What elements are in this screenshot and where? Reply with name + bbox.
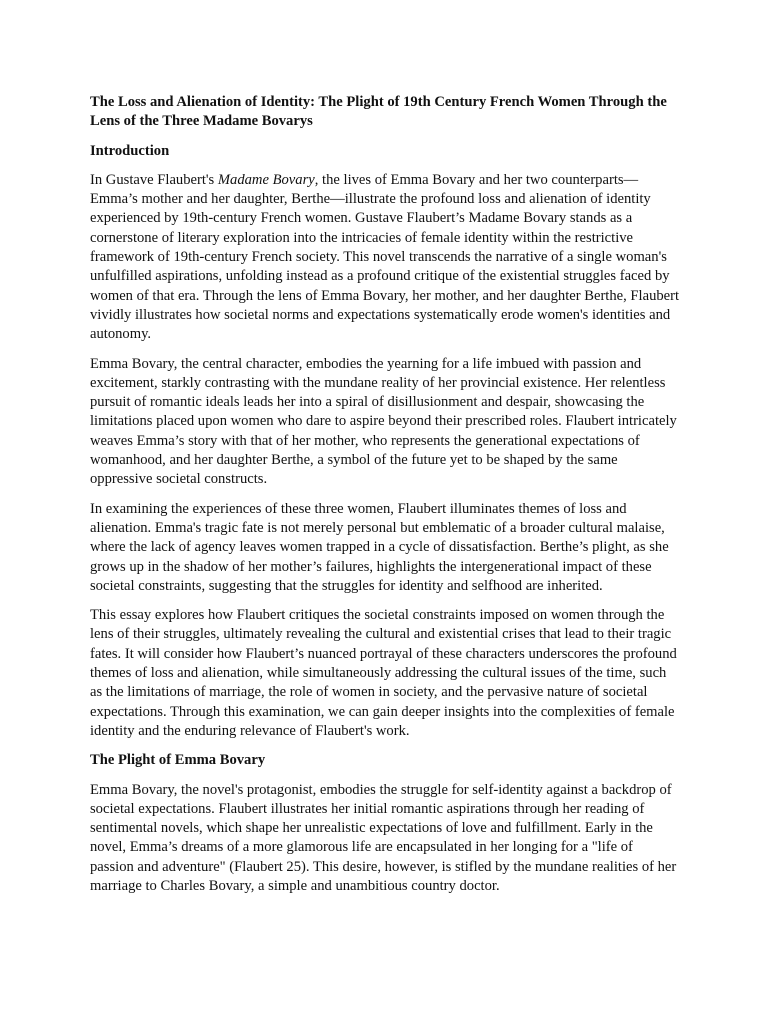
section-heading-introduction: Introduction [90,142,170,159]
paragraph-intro-4: This essay explores how Flaubert critiques the societal constraints imposed on women through the lens of their struggles, ultimately revealing the cultural and existential crises that lead to their tragic fates. It will consider how Flaubert’s nuanced portrayal of these characters underscores the profound themes of loss and alienation, while simultaneously addressing the cultural issues of the time, such as the limitations of marriage, the role of women in society, and the pervasive nature of societal expectations. Through this examination, we can gain deeper insights into the complexities of female identity and the enduring relevance of Flaubert's work. [90,607,677,739]
paragraph-text: , the lives of Emma Bovary and her two counterparts—Emma’s mother and her daughter, Berthe—illustrate the profound loss and alienation of identity experienced by 19th-century French women. Gustave Flaubert’s Madame Bovary stands as a cornerstone of literary exploration into the intricacies of female identity within the restrictive framework of 19th-century French society. This novel transcends the narrative of a single woman's unfulfilled aspirations, unfolding instead as a profound critique of the existential struggles faced by women of that era. Through the lens of Emma Bovary, her mother, and her daughter Berthe, Flaubert vividly illustrates how societal norms and expectations systematically erode women's identities and autonomy. [90,171,680,343]
document-title: The Loss and Alienation of Identity: The Plight of 19th Century French Women Through the Lens of the Three Madame Bovarys [90,94,667,130]
paragraph-section2-1: Emma Bovary, the novel's protagonist, embodies the struggle for self-identity against a backdrop of societal expectations. Flaubert illustrates her initial romantic aspirations through her reading of sentimental novels, which shape her unrealistic expectations of love and fulfillment. Early in the novel, Emma’s dreams of a more glamorous life are encapsulated in her longing for a "life of passion and adventure" (Flaubert 25). This desire, however, is stifled by the mundane realities of her marriage to Charles Bovary, a simple and unambitious country doctor. [90,781,677,894]
paragraph-intro-3: In examining the experiences of these three women, Flaubert illuminates themes of loss and alienation. Emma's tragic fate is not merely personal but emblematic of a broader cultural malaise, where the lack of agency leaves women trapped in a cycle of dissatisfaction. Berthe’s plight, as she grows up in the shadow of her mother’s failures, highlights the intergenerational impact of these societal constraints, suggesting that the struggles for identity and selfhood are inherited. [90,500,669,594]
book-title-italic: Madame Bovary [217,171,315,188]
paragraph-intro-1 [90,171,680,345]
paragraph-text: In Gustave Flaubert's [90,171,218,188]
document-page [90,93,680,906]
paragraph-intro-2: Emma Bovary, the central character, embodies the yearning for a life imbued with passion and excitement, starkly contrasting with the mundane reality of her provincial existence. Her relentless pursuit of romantic ideals leads her into a spiral of disillusionment and despair, showcasing the limitations placed upon women who dare to aspire beyond their prescribed roles. Flaubert intricately weaves Emma’s story with that of her mother, who represents the generational expectations of womanhood, and her daughter Berthe, a symbol of the future yet to be shaped by the same oppressive societal constructs. [90,355,677,488]
section-heading-plight-of-emma: The Plight of Emma Bovary [90,752,266,769]
